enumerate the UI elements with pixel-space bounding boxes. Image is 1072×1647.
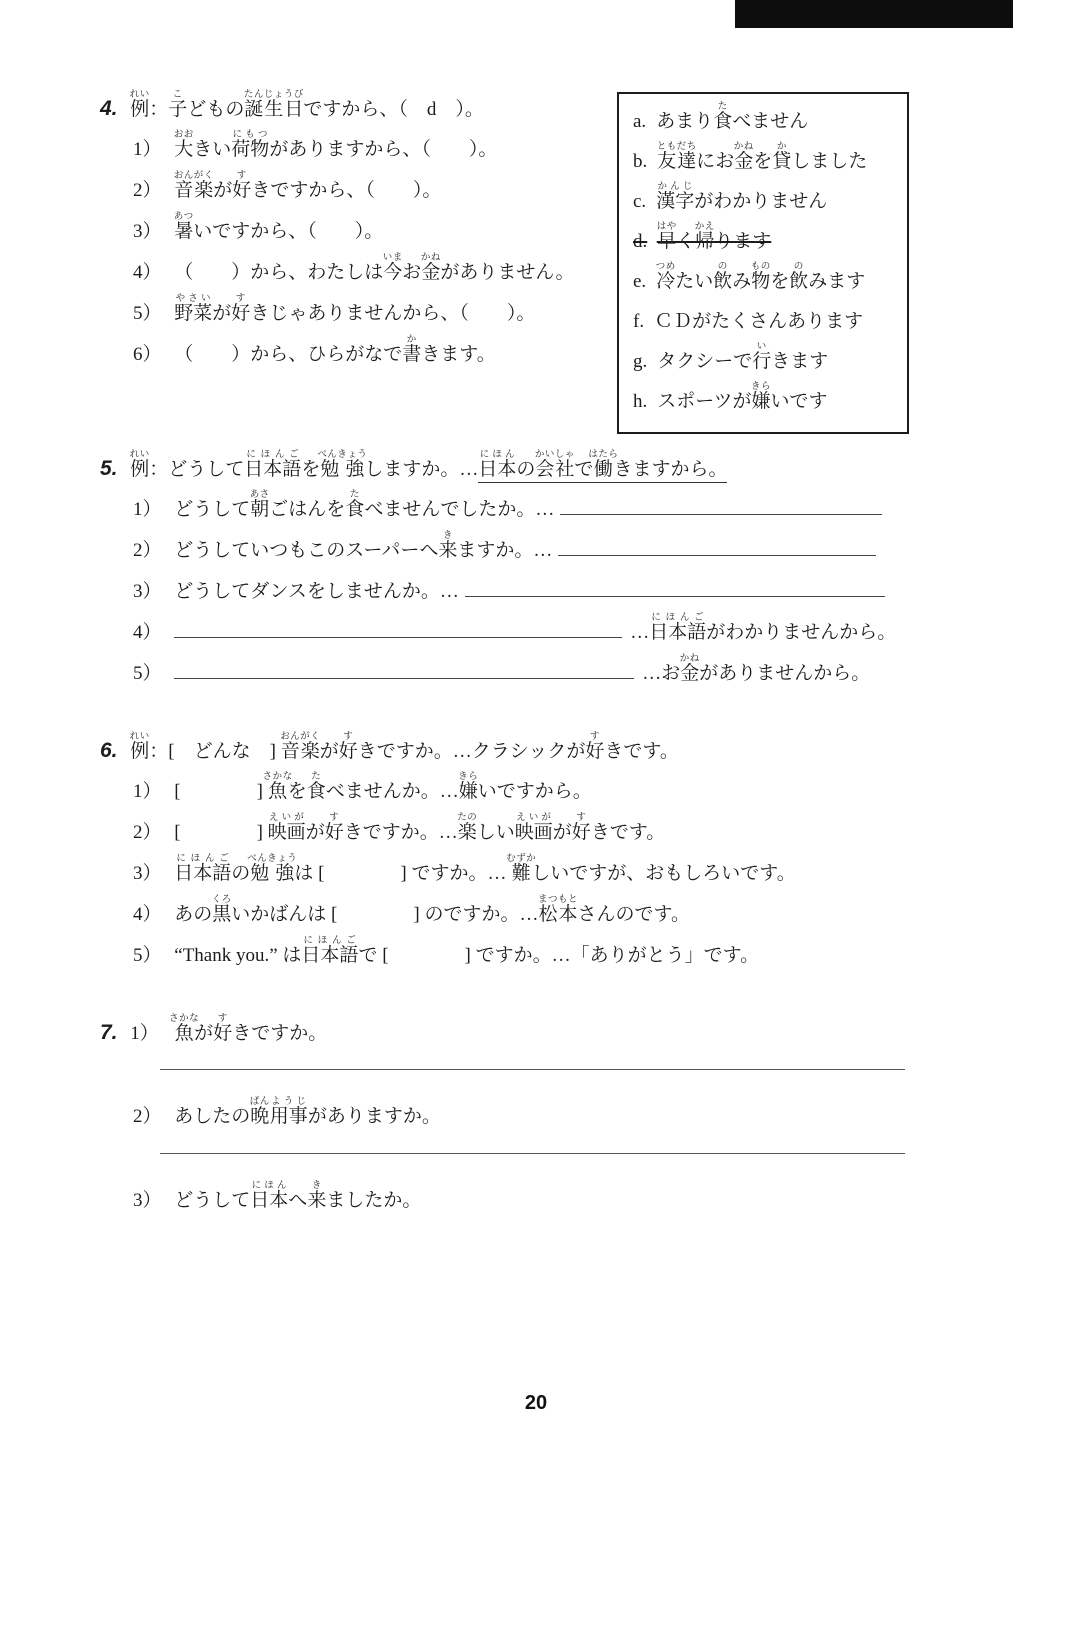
choice-text: 友達ともだちにお金かねを貸かしました [656,142,868,172]
item-number: 1） [133,499,162,520]
item-number: 2） [133,180,162,201]
choice-item [633,302,893,342]
question-item [100,571,990,612]
choice-text: ＣＤがたくさんあります [654,311,864,332]
choice-letter: d. [633,231,648,252]
choice-letter: c. [633,191,647,212]
choice-letter: g. [633,351,648,372]
item-number: 5） [133,663,162,684]
choice-text: スポーツが嫌きらいです [657,382,828,412]
answer-line[interactable] [160,1153,905,1154]
item-text: （ ）から、ひらがなで書かきます。 [174,335,496,365]
answer-blank[interactable] [560,495,882,515]
item-number: 5） [133,303,162,324]
item-number: 1） [133,781,162,802]
question-item [100,530,990,571]
item-number: 3） [133,221,162,242]
choice-text: 早はやく帰かえります [656,222,772,252]
item-text: “Thank you.” は日本語にほんごで [ ] ですか。…「ありがとう」です。 [174,936,760,966]
question-item [100,894,990,935]
choice-item [633,182,893,222]
question-item [100,1012,990,1053]
item-text: 魚さかなが好すきですか。 [169,1014,328,1044]
item-text: あの黒くろいかばんは [ ] のですか。…松本まつもとさんのです。 [174,895,690,925]
item-text: （ ）から、わたしは今いまお金かねがありません。 [174,253,575,283]
choice-letter: b. [633,151,648,172]
item-number: 2） [133,822,162,843]
item-number: 3） [133,581,162,602]
item-question: どうして朝あさごはんを食たべませんでしたか。… [174,490,555,520]
scan-artifact-bar [735,0,1013,28]
item-text: 大おおきい荷物にもつがありますから、（ ）。 [173,130,498,160]
choice-item [633,102,893,142]
item-answer: …お金かねがありませんから。 [642,654,871,684]
choice-letter: a. [633,111,647,132]
example-text: 例れい：子こどもの誕生日たんじょうびですから、（ d ）。 [129,90,484,120]
answer-blank[interactable] [174,618,622,638]
choice-text: タクシーで行いきます [657,342,829,372]
item-text: 暑あついですから、（ ）。 [173,212,384,242]
section-number: 6. [100,739,118,762]
item-number: 2） [133,540,162,561]
answer-blank[interactable] [465,577,885,597]
question-item [100,653,990,694]
answer-blank[interactable] [558,536,876,556]
example-text: 例れい：[ どんな ] 音楽おんがくが好すきですか。…クラシックが好すきです。 [129,732,679,762]
choice-item [633,382,893,422]
item-number: 4） [133,262,162,283]
choice-item [633,342,893,382]
question-item [100,612,990,653]
section-number: 7. [100,1021,118,1044]
question-item [100,771,990,812]
item-number: 4） [133,622,162,643]
item-text: 音楽おんがくが好すきですから、（ ）。 [173,171,442,201]
choice-letter: h. [633,391,648,412]
item-number: 5） [133,945,162,966]
section-6-example [100,730,990,771]
answer-line[interactable] [160,1069,905,1070]
item-number: 3） [133,1190,162,1211]
question-item [100,853,990,894]
item-question: どうしていつもこのスーパーへ来きますか。… [174,531,553,561]
choice-letter: f. [633,311,645,332]
item-text: どうして日本にほんへ来きましたか。 [174,1181,422,1211]
section-5 [100,448,990,694]
section-4 [100,88,990,412]
choice-item [633,142,893,182]
choice-item [633,262,893,302]
item-text: [ ] 魚さかなを食たべませんか。…嫌きらいですから。 [174,772,592,802]
choice-text: あまり食たべません [656,102,809,132]
choice-letter: e. [633,271,647,292]
item-text: あしたの晩ばん用事ようじがありますか。 [174,1097,441,1127]
item-text: [ ] 映画えいがが好すきですか。…楽たのしい映画えいがが好すきです。 [174,813,666,843]
section-5-example [100,448,990,489]
item-text: 野菜やさいが好すきじゃありませんから、（ ）。 [174,294,536,324]
answer-blank[interactable] [174,659,634,679]
item-number: 2） [133,1106,162,1127]
question-item [100,489,990,530]
item-number: 4） [133,904,162,925]
choice-text: 冷つめたい飲のみ物ものを飲のみます [655,262,866,292]
page-number: 20 [524,1392,548,1414]
example-question: 例れい：どうして日本語にほんごを勉強べんきょうしますか。… [129,450,479,480]
question-item [100,1096,990,1137]
item-number: 1） [133,139,162,160]
question-item [100,1180,990,1221]
section-6 [100,730,990,976]
item-text: 日本語にほんごの勉強べんきょうは [ ] ですか。… 難むずかしいですが、おもしろいです。 [174,854,796,884]
choice-text: 漢字かんじがわかりません [656,182,828,212]
item-number: 6） [133,344,162,365]
section-number: 5. [100,457,118,480]
item-answer: …日本語にほんごがわかりませんから。 [630,613,897,643]
question-item [100,935,990,976]
section-7 [100,1012,990,1221]
choice-item-crossed-out [633,222,893,262]
item-question: どうしてダンスをしませんか。… [174,581,459,602]
section-number: 4. [100,97,118,120]
item-number: 1） [130,1023,159,1044]
example-answer-underlined: 日本にほんの会社かいしゃで働はたらきますから。 [478,459,727,483]
answer-choice-box [617,92,909,434]
item-number: 3） [133,863,162,884]
question-item [100,812,990,853]
